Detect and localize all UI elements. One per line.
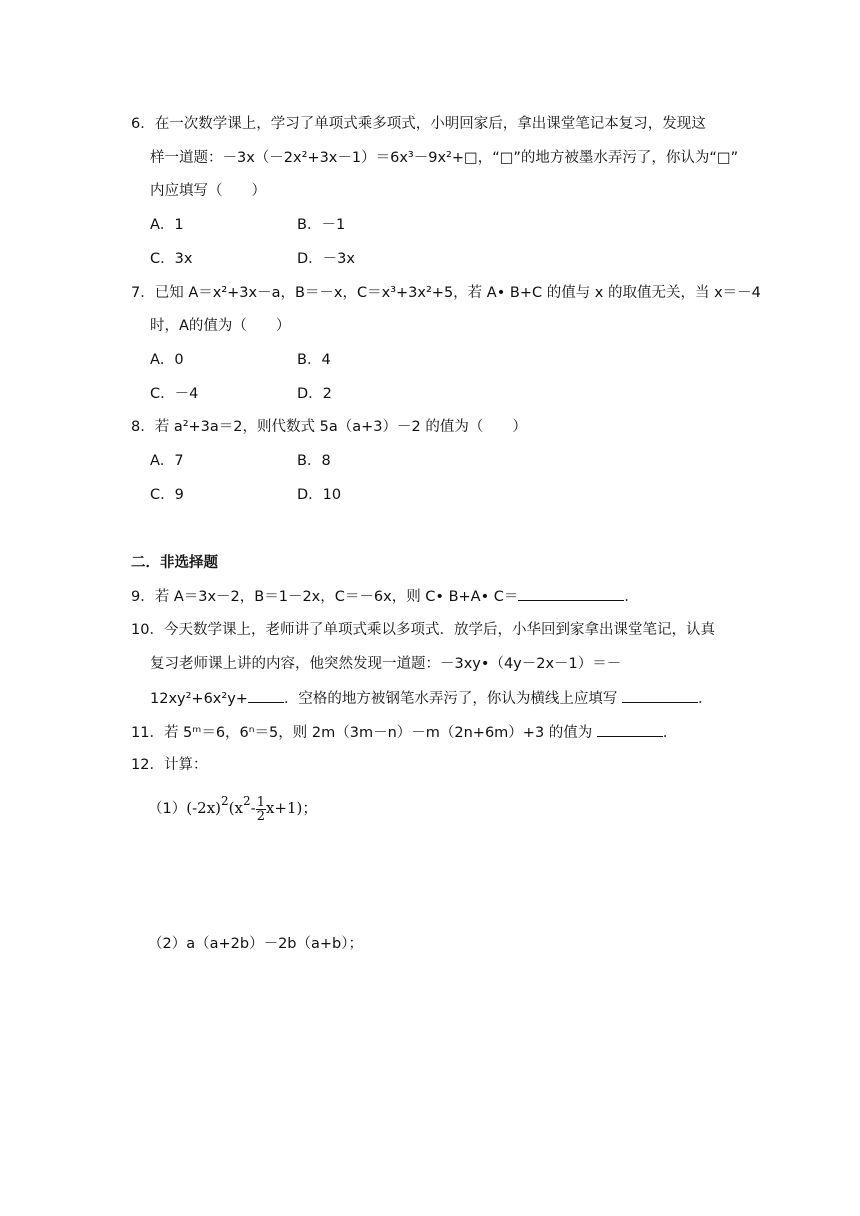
- q10-line-3: [150, 688, 713, 709]
- q10-smudge-blank[interactable]: [248, 688, 284, 703]
- q8-option-c: C．9: [150, 487, 184, 503]
- section-heading: 二．非选择题: [131, 555, 218, 571]
- expr-minus: -: [250, 799, 256, 817]
- q11-text: 11．若 5ᵐ＝6，6ⁿ＝5，则 2m（3m－n）－m（2n+6m）+3 的值为: [131, 725, 593, 741]
- q8-option-d: D．10: [297, 487, 342, 503]
- q6-line-2: 样一道题：－3x（－2x²+3x－1）＝6x³－9x²+□，“□”的地方被墨水弄污了，你认为“□”: [150, 150, 739, 166]
- q10-end: ．: [698, 691, 713, 707]
- q9-text: 9．若 A＝3x－2，B＝1－2x，C＝－6x，则 C• B+A• C＝: [131, 589, 519, 605]
- expr-exponent-2: 2: [242, 794, 251, 808]
- q6-option-b: B．－1: [297, 217, 346, 233]
- expr-tail: x+1)；: [265, 799, 318, 817]
- q9-line: [131, 586, 639, 607]
- q6-option-c: C．3x: [150, 251, 193, 267]
- q8-option-b: B．8: [297, 453, 331, 469]
- q9-answer-blank[interactable]: [518, 586, 624, 601]
- q7-option-c: C．－4: [150, 386, 199, 402]
- q6-line-1: 6．在一次数学课上，学习了单项式乘多项式，小明回家后，拿出课堂笔记本复习，发现这: [131, 116, 706, 132]
- q10-line-1: 10．今天数学课上，老师讲了单项式乘以多项式．放学后，小华回到家拿出课堂笔记，认真: [131, 622, 715, 638]
- q10-line-2: 复习老师课上讲的内容，他突然发现一道题：－3xy•（4y－2x－1）＝－: [150, 656, 622, 672]
- q6-line-3: 内应填写（ ）: [150, 183, 266, 199]
- q8-option-a: A．7: [150, 453, 184, 469]
- q10-text: ．空格的地方被钢笔水弄污了，你认为横线上应填写: [283, 691, 618, 707]
- q10-expression: 12xy²+6x²y+: [150, 691, 248, 707]
- q12-part1-label: （1）: [148, 801, 187, 817]
- fraction: [256, 796, 266, 823]
- q8-line-1: 8．若 a²+3a＝2，则代数式 5a（a+3）－2 的值为（ ）: [131, 419, 527, 435]
- expr-mid: (x: [228, 799, 243, 817]
- q7-option-d: D．2: [297, 386, 332, 402]
- expr-exponent: 2: [221, 794, 229, 808]
- q10-answer-blank[interactable]: [622, 688, 698, 703]
- q11-answer-blank[interactable]: [597, 722, 663, 737]
- q7-line-1: 7．已知 A＝x²+3x－a，B＝－x，C＝x³+3x²+5，若 A• B+C 的值与 x 的取值无关，当 x＝－4: [131, 285, 761, 301]
- q7-option-b: B．4: [297, 352, 331, 368]
- q9-end: ．: [624, 589, 639, 605]
- q12-part1-expression: [186, 794, 318, 824]
- q11-end: ．: [662, 725, 678, 741]
- fraction-denominator: 2: [256, 808, 265, 824]
- q12-label: 12．计算：: [131, 757, 208, 773]
- q7-option-a: A．0: [150, 352, 184, 368]
- expr-base: (-2x): [186, 799, 222, 817]
- q6-option-a: A．1: [150, 217, 184, 233]
- q11-line: [131, 722, 677, 743]
- q7-line-2: 时，A的值为（ ）: [150, 318, 291, 334]
- q12-part2: （2）a（a+2b）－2b（a+b）；: [148, 936, 363, 952]
- fraction-numerator: 1: [256, 794, 265, 810]
- q12-part1: [148, 786, 317, 824]
- q6-option-d: D．－3x: [297, 251, 355, 267]
